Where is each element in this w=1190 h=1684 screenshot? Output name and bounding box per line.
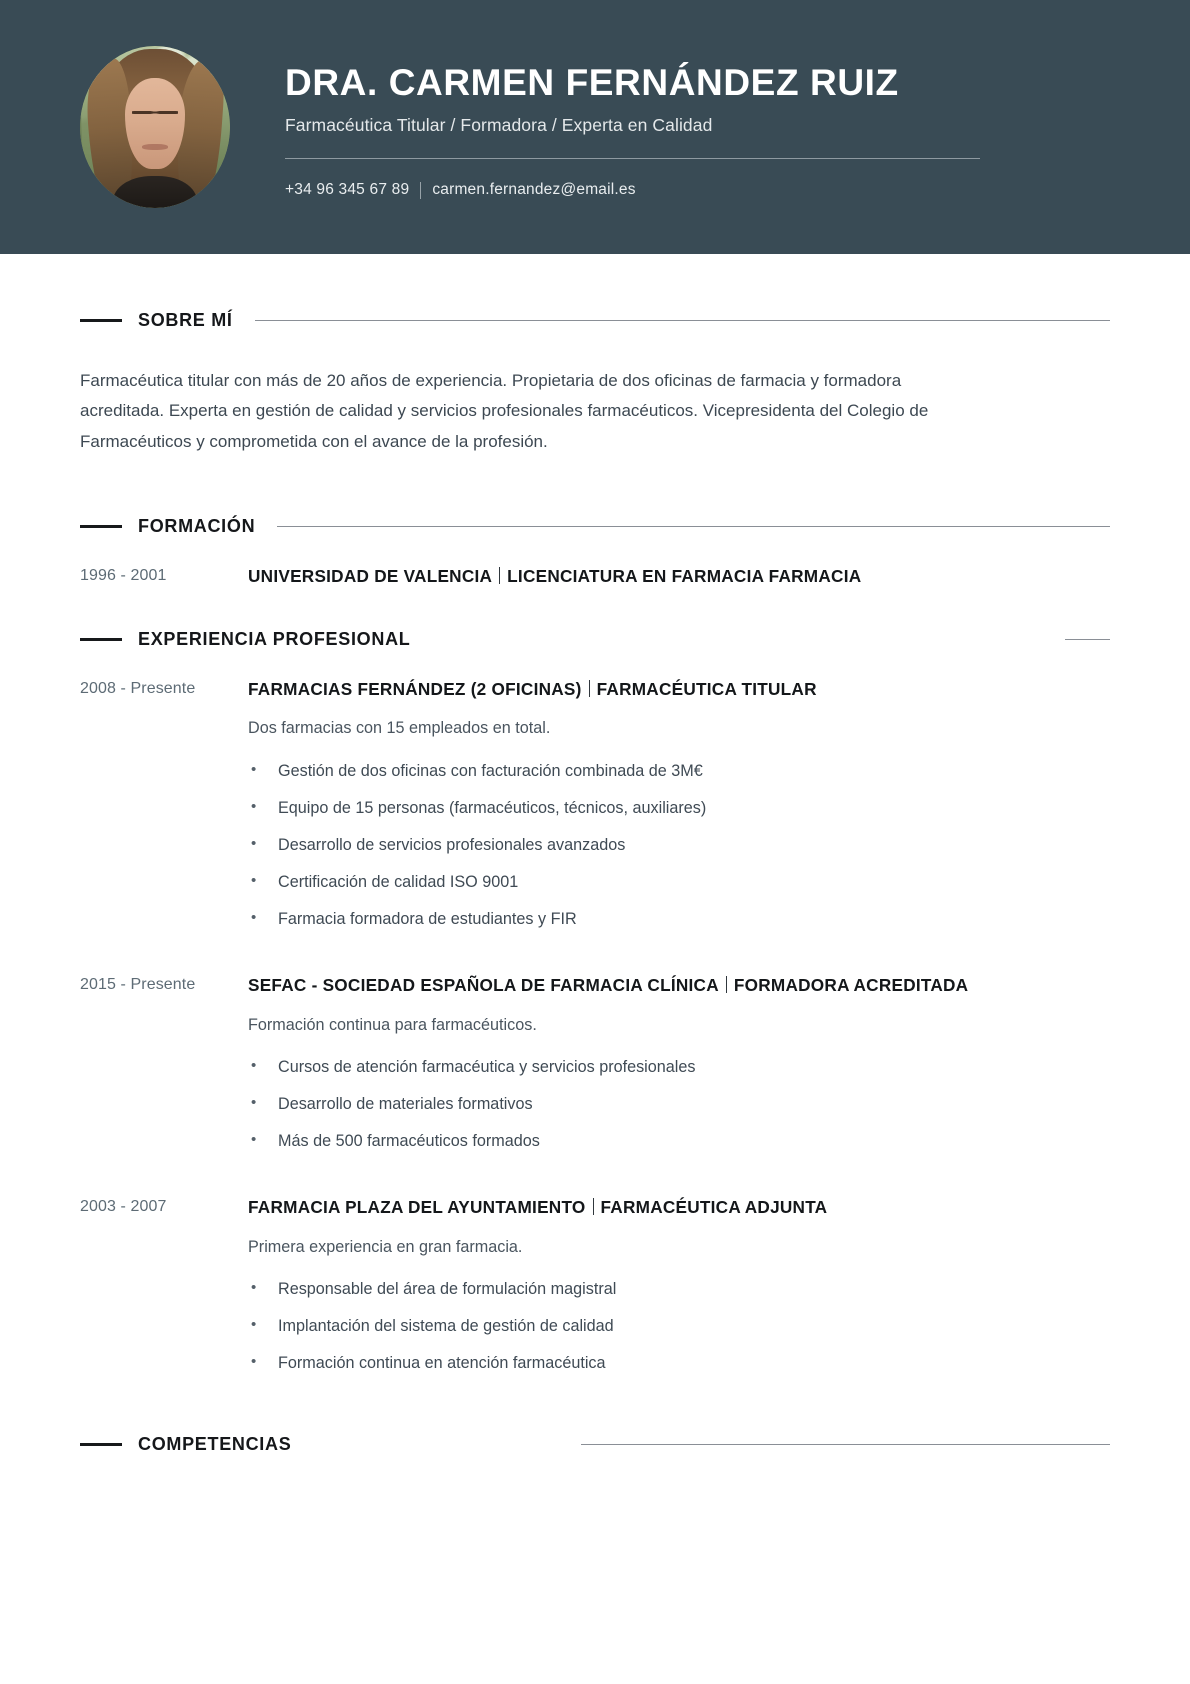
experience-role: FORMADORA ACREDITADA [733, 975, 969, 996]
spacer [80, 587, 1110, 629]
education-details [248, 565, 1110, 587]
experience-entry [80, 678, 1110, 932]
section-rule [277, 526, 1110, 527]
email-text: carmen.fernandez@email.es [432, 180, 636, 198]
avatar [80, 46, 230, 208]
avatar-photo [80, 46, 230, 208]
section-header-about [80, 310, 1110, 331]
list-item [248, 1277, 1110, 1302]
bullet-text: Certificación de calidad ISO 9001 [278, 873, 519, 892]
experience-bullets [248, 1055, 1110, 1154]
experience-bullets [248, 1277, 1110, 1376]
experience-company: FARMACIAS FERNÁNDEZ (2 OFICINAS) [248, 679, 582, 700]
section-header-experience [80, 629, 1110, 650]
title-separator [726, 976, 727, 993]
bullet-text: Cursos de atención farmacéutica y servicios profesionales [278, 1057, 696, 1076]
title-separator [499, 567, 500, 584]
experience-description: Formación continua para farmacéuticos. [248, 1015, 537, 1034]
bullet-icon: • [251, 834, 257, 852]
experience-description: Primera experiencia en gran farmacia. [248, 1237, 523, 1256]
bullet-icon: • [251, 760, 257, 778]
experience-dates: 2008 - Presente [80, 680, 196, 698]
education-entry [80, 565, 1110, 587]
cv-content [0, 254, 1190, 1455]
section-rule [1065, 639, 1110, 640]
header-text-block [285, 55, 1190, 199]
bullet-text: Implantación del sistema de gestión de calidad [278, 1317, 614, 1336]
experience-entry [80, 1196, 1110, 1376]
experience-dates: 2003 - 2007 [80, 1198, 167, 1216]
avatar-face [125, 78, 185, 169]
list-item [248, 1055, 1110, 1080]
section-title-about: SOBRE MÍ [138, 310, 233, 330]
experience-description: Dos farmacias con 15 empleados en total. [248, 719, 551, 738]
experience-role: FARMACÉUTICA ADJUNTA [600, 1197, 828, 1218]
title-separator [593, 1198, 594, 1215]
section-title-skills: COMPETENCIAS [138, 1434, 292, 1455]
list-item [248, 907, 1110, 932]
spacer [80, 254, 1110, 310]
list-item [248, 1129, 1110, 1154]
section-dash-icon [80, 638, 122, 641]
bullet-text: Desarrollo de servicios profesionales avanzados [278, 835, 626, 854]
list-item [248, 796, 1110, 821]
list-item [248, 1314, 1110, 1339]
bullet-icon: • [251, 872, 257, 890]
title-separator [589, 680, 590, 697]
section-dash-icon [80, 525, 122, 528]
experience-title [248, 678, 1110, 700]
education-institution: UNIVERSIDAD DE VALENCIA [248, 565, 493, 586]
experience-bullets [248, 759, 1110, 933]
experience-details [248, 678, 1110, 932]
bullet-text: Responsable del área de formulación magistral [278, 1279, 617, 1298]
experience-title [248, 1196, 1110, 1218]
bullet-text: Más de 500 farmacéuticos formados [278, 1132, 540, 1151]
bullet-icon: • [251, 1353, 257, 1371]
section-header-education [80, 516, 1110, 537]
bullet-text: Gestión de dos oficinas con facturación combinada de 3M€ [278, 761, 703, 780]
list-item [248, 759, 1110, 784]
bullet-text: Desarrollo de materiales formativos [278, 1095, 533, 1114]
experience-title [248, 974, 1110, 996]
bullet-text: Formación continua en atención farmacéutica [278, 1354, 606, 1373]
section-dash-icon [80, 1443, 122, 1446]
bullet-icon: • [251, 1131, 257, 1149]
bullet-icon: • [251, 1056, 257, 1074]
contact-line [285, 181, 1190, 199]
section-header-skills [80, 1434, 1110, 1455]
bullet-text: Equipo de 15 personas (farmacéuticos, técnicos, auxiliares) [278, 798, 707, 817]
about-text: Farmacéutica titular con más de 20 años de experiencia. Propietaria de dos oficinas de farmacia y formadora acreditada. Experta en gestión de calidad y servicios profesionales farmacéuticos. Vicepresidenta del Colegio de Farmacéuticos y comprometida con el avance de la profesión. [80, 371, 929, 451]
bullet-text: Farmacia formadora de estudiantes y FIR [278, 910, 577, 929]
experience-details [248, 974, 1110, 1154]
bullet-icon: • [251, 1094, 257, 1112]
page-title: DRA. CARMEN FERNÁNDEZ RUIZ [285, 62, 899, 104]
contact-separator [420, 182, 421, 199]
list-item [248, 833, 1110, 858]
phone-text: +34 96 345 67 89 [285, 180, 410, 198]
education-title [248, 565, 1110, 587]
list-item [248, 1092, 1110, 1117]
experience-entry [80, 974, 1110, 1154]
spacer [80, 474, 1110, 516]
bullet-icon: • [251, 909, 257, 927]
experience-details [248, 1196, 1110, 1376]
experience-dates: 2015 - Presente [80, 976, 196, 994]
bullet-icon: • [251, 1316, 257, 1334]
section-dash-icon [80, 319, 122, 322]
section-rule [581, 1444, 1110, 1445]
education-dates: 1996 - 2001 [80, 566, 167, 584]
experience-company: SEFAC - SOCIEDAD ESPAÑOLA DE FARMACIA CLÍNICA [248, 975, 719, 996]
education-degree: LICENCIATURA EN FARMACIA FARMACIA [507, 565, 862, 586]
cv-header [0, 0, 1190, 254]
list-item [248, 1351, 1110, 1376]
spacer [80, 1376, 1110, 1434]
section-title-experience: EXPERIENCIA PROFESIONAL [138, 629, 411, 650]
experience-company: FARMACIA PLAZA DEL AYUNTAMIENTO [248, 1197, 586, 1218]
header-subtitle: Farmacéutica Titular / Formadora / Experta en Calidad [285, 114, 713, 135]
header-divider [285, 158, 980, 159]
section-rule [255, 320, 1110, 321]
section-title-education: FORMACIÓN [138, 515, 256, 536]
bullet-icon: • [251, 797, 257, 815]
experience-role: FARMACÉUTICA TITULAR [596, 679, 817, 700]
bullet-icon: • [251, 1278, 257, 1296]
list-item [248, 870, 1110, 895]
